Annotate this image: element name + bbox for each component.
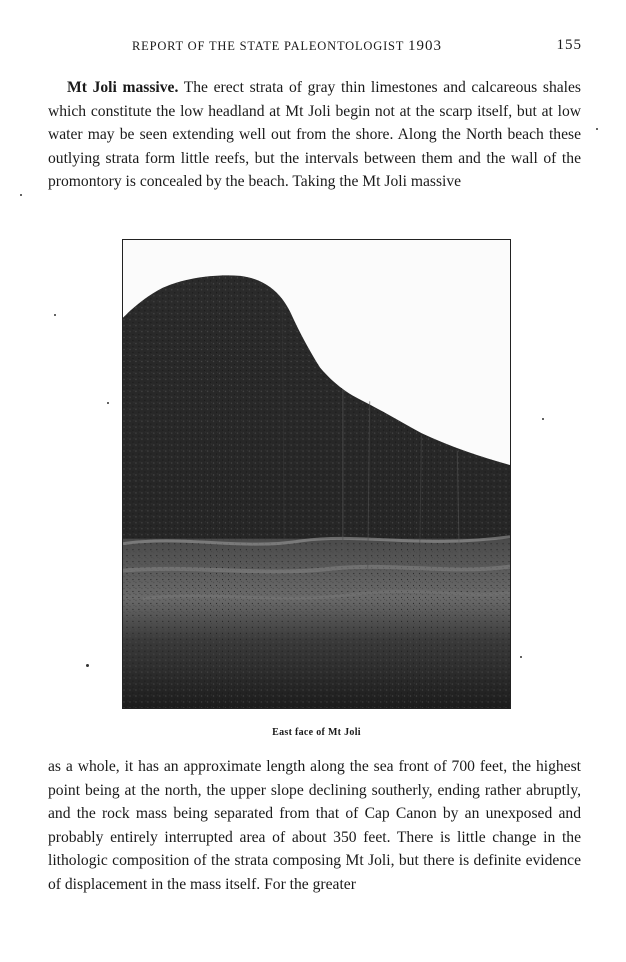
paragraph-top (48, 76, 581, 194)
scan-speck (107, 402, 109, 404)
scan-speck (20, 194, 22, 196)
running-head-title-text: REPORT OF THE STATE PALEONTOLOGIST (132, 39, 405, 53)
scan-speck (86, 664, 89, 667)
running-head-title (132, 38, 442, 55)
headland-photo (123, 240, 510, 708)
paragraph-bottom: as a whole, it has an approximate length along the sea front of 700 feet, the highest point being at the north, the upper slope declining southerly, ending rather abruptly, and the rock mass being separated from that of Cap Canon by an unexposed and probably entirely interrupted area of about 350 feet. There is little change in the lithologic composition of the strata composing Mt Joli, but there is definite evidence of displacement in the mass itself. For the greater (48, 758, 581, 893)
paragraph-lead: Mt Joli massive. (67, 79, 179, 96)
figure-caption: East face of Mt Joli (272, 727, 361, 738)
scan-speck (54, 314, 56, 316)
scan-speck (520, 656, 522, 658)
scan-speck (542, 418, 544, 420)
page-number: 155 (556, 37, 582, 53)
running-head-year: 1903 (407, 38, 442, 54)
photo-figure (122, 239, 511, 709)
scan-speck (596, 128, 598, 130)
running-head (48, 38, 582, 60)
paragraph-top-text: The erect strata of gray thin limestones and calcareous shales which constitute the low headland at Mt Joli begin not at the scarp itself, but at low water may be seen extending well out from the shore. Along the North beach these outlying strata form little reefs, but the intervals between them and the wall of the promontory is concealed by the beach. Taking the Mt Joli massive (48, 79, 581, 190)
